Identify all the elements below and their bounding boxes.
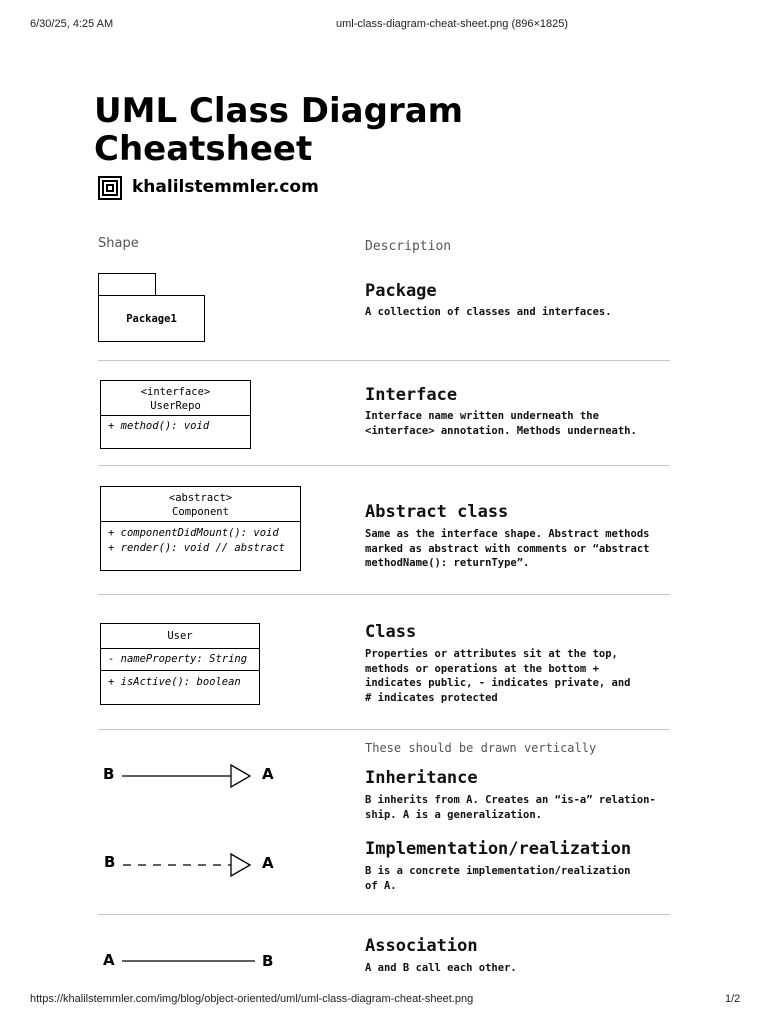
class-attribute: - nameProperty: String: [101, 648, 259, 670]
package-title: Package: [365, 281, 437, 301]
implementation-to-label: A: [262, 854, 274, 872]
divider: [98, 465, 670, 466]
package-body: [98, 295, 205, 342]
association-line: [120, 955, 260, 967]
print-timestamp: 6/30/25, 4:25 AM: [30, 18, 114, 30]
class-method: + isActive(): boolean: [101, 670, 259, 690]
page-title-line1: UML Class Diagram: [94, 91, 464, 131]
abstract-desc-line: marked as abstract with comments or “abstract: [365, 542, 650, 555]
interface-box: [100, 380, 251, 449]
implementation-title: Implementation/realization: [365, 839, 632, 859]
class-desc-line: indicates public, - indicates private, and: [365, 677, 631, 689]
interface-stereotype: <interface>: [140, 386, 211, 398]
implementation-from-label: B: [104, 853, 116, 871]
class-desc-line: Properties or attributes sit at the top,: [365, 648, 618, 660]
class-title: Class: [365, 622, 417, 642]
inheritance-desc: [365, 793, 656, 822]
interface-desc-line: <interface> annotation. Methods underneath.: [365, 424, 637, 437]
class-desc: [365, 647, 631, 705]
site-logo-icon: [98, 176, 122, 200]
abstract-method: + componentDidMount(): void: [108, 527, 279, 539]
package-tab: [98, 273, 156, 296]
class-desc-line: methods or operations at the bottom +: [365, 662, 599, 675]
association-to-label: B: [262, 952, 274, 970]
divider: [98, 729, 670, 730]
inheritance-title: Inheritance: [365, 768, 478, 788]
column-label-shape: Shape: [98, 236, 139, 251]
page-title-line2: Cheatsheet: [94, 129, 313, 169]
site-name: khalilstemmler.com: [132, 177, 319, 197]
association-title: Association: [365, 936, 478, 956]
divider: [98, 360, 670, 361]
interface-desc-line: Interface name written underneath the: [365, 410, 599, 422]
divider: [98, 594, 670, 595]
divider: [98, 914, 670, 915]
implementation-desc-line: of A.: [365, 879, 397, 892]
association-from-label: A: [103, 951, 115, 969]
abstract-methods: [101, 521, 300, 558]
print-doc-title: uml-class-diagram-cheat-sheet.png (896×1825): [336, 18, 569, 30]
association-desc: A and B call each other.: [365, 962, 517, 974]
interface-desc: [365, 409, 637, 438]
interface-name: UserRepo: [150, 400, 201, 412]
inheritance-to-label: A: [262, 765, 274, 783]
inheritance-from-label: B: [103, 765, 115, 783]
implementation-desc-line: B is a concrete implementation/realization: [365, 865, 631, 877]
implementation-dashed-arrow: [120, 851, 255, 879]
package-label: Package1: [126, 312, 177, 325]
interface-title: Interface: [365, 385, 458, 405]
class-box: [100, 623, 260, 705]
abstract-title: Abstract class: [365, 502, 509, 522]
vertical-note: These should be drawn vertically: [365, 741, 597, 755]
package-shape: [98, 273, 206, 343]
inheritance-arrow: [120, 763, 255, 789]
abstract-desc: [365, 527, 649, 571]
inheritance-desc-line: ship. A is a generalization.: [365, 808, 543, 821]
inheritance-desc-line: B inherits from A. Creates an “is-a” relation-: [365, 794, 656, 806]
abstract-name: Component: [172, 506, 229, 518]
package-desc: A collection of classes and interfaces.: [365, 306, 612, 318]
class-name: User: [167, 630, 193, 642]
implementation-desc: [365, 864, 631, 893]
column-label-description: Description: [365, 239, 452, 254]
abstract-box: [100, 486, 301, 571]
abstract-stereotype: <abstract>: [168, 492, 233, 504]
print-url: https://khalilstemmler.com/img/blog/object-oriented/uml/uml-class-diagram-cheat-sheet.png: [30, 993, 474, 1005]
abstract-desc-line: Same as the interface shape. Abstract methods: [365, 528, 650, 540]
class-desc-line: # indicates protected: [365, 691, 498, 704]
print-page-count: 1/2: [725, 993, 741, 1005]
abstract-desc-line: methodName(): returnType”.: [365, 557, 530, 569]
interface-method: + method(): void: [101, 415, 250, 434]
abstract-method: + render(): void // abstract: [108, 542, 286, 554]
